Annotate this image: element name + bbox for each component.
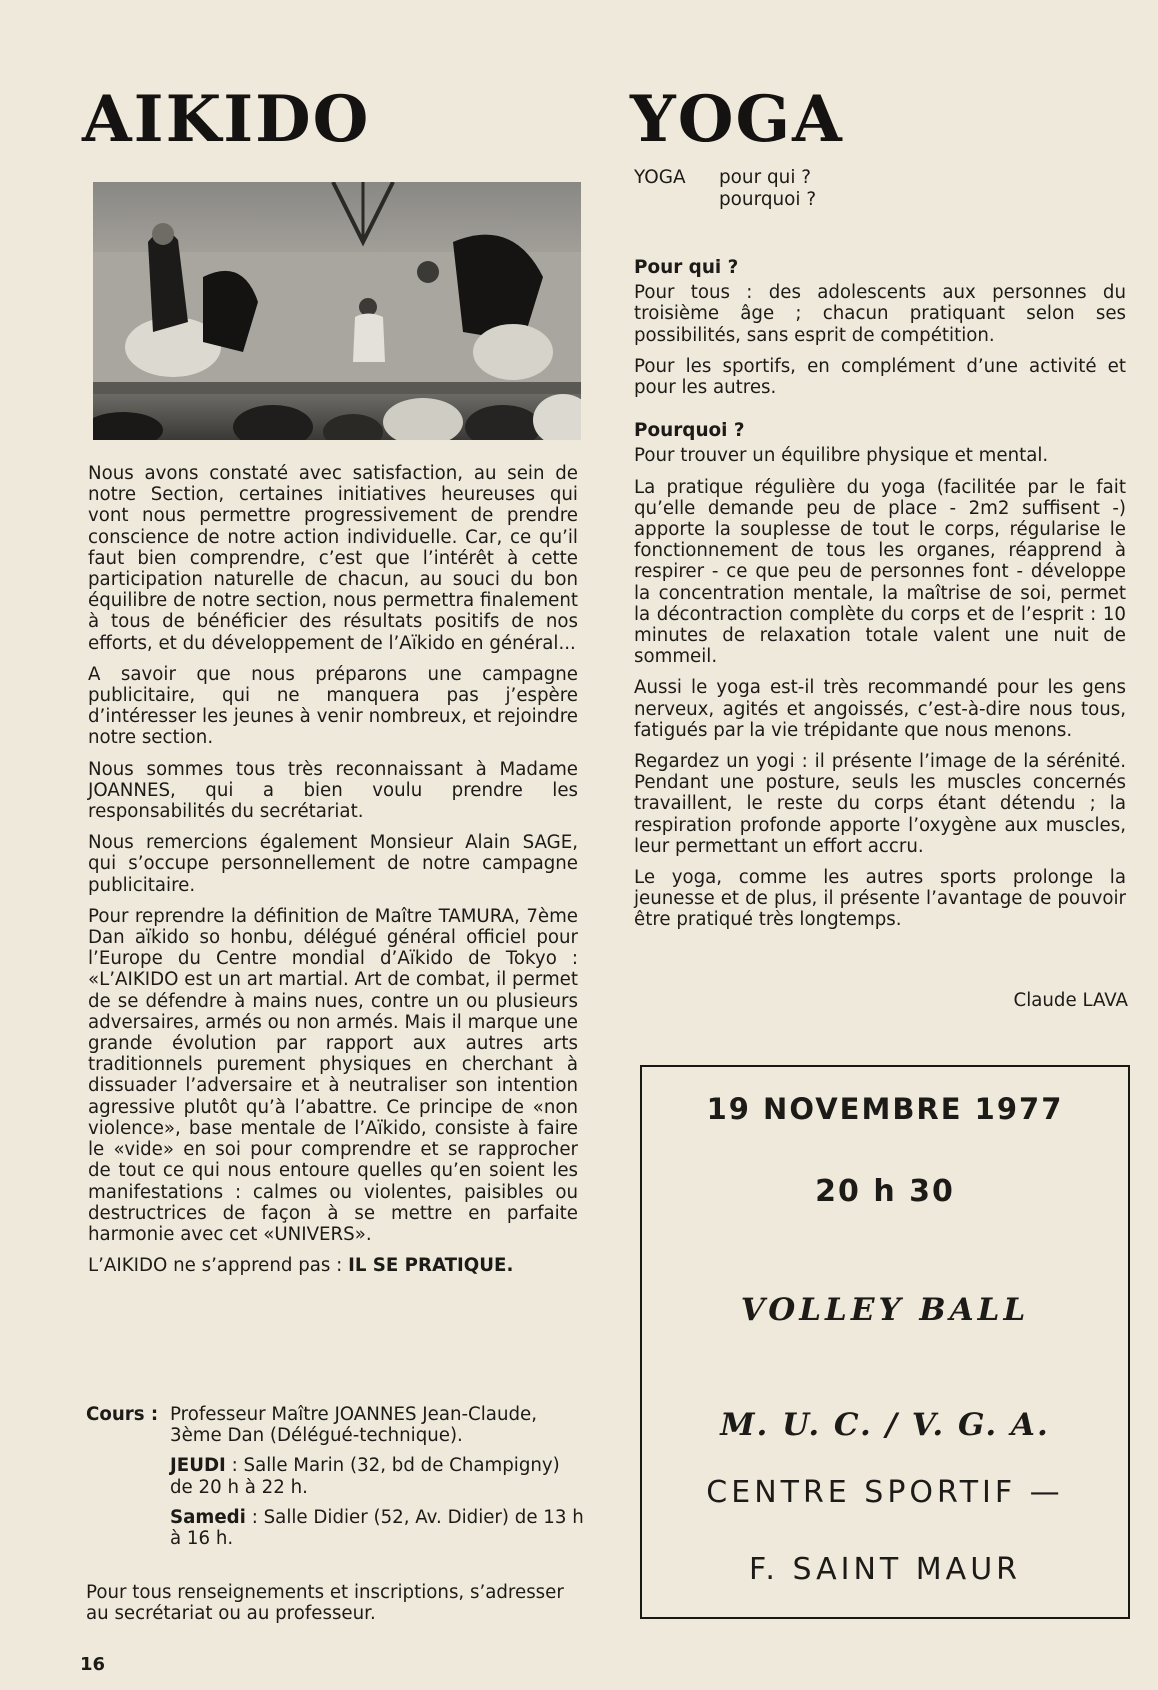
pour-qui-heading: Pour qui ? bbox=[634, 257, 739, 278]
yoga-signature: Claude LAVA bbox=[1013, 990, 1128, 1011]
yoga-article bbox=[634, 257, 1126, 941]
yoga-sub-label: YOGA bbox=[634, 167, 686, 188]
page-number: 16 bbox=[80, 1654, 106, 1675]
aikido-closing-prefix: L’AIKIDO ne s’apprend pas : bbox=[88, 1255, 343, 1277]
jeudi-label: JEUDI bbox=[170, 1455, 226, 1477]
aikido-closing-bold: IL SE PRATIQUE. bbox=[348, 1255, 514, 1277]
event-poster bbox=[640, 1065, 1130, 1619]
poster-date: 19 NOVEMBRE 1977 bbox=[706, 1092, 1064, 1126]
cours-samedi bbox=[170, 1507, 586, 1549]
aikido-info: Pour tous renseignements et inscriptions, s’adresser au secrétariat ou au professeur. bbox=[86, 1582, 564, 1625]
aikido-paragraph: Nous sommes tous très reconnaissant à Madame JOANNES, qui a bien voulu prendre les responsabilités du secrétariat. bbox=[88, 758, 578, 823]
aikido-photo bbox=[93, 182, 581, 440]
yoga-paragraph: Pour les sportifs, en complément d’une activité et pour les autres. bbox=[634, 355, 1126, 399]
jeudi-text: : Salle Marin (32, bd de Champigny) de 20 h à 22 h. bbox=[170, 1455, 560, 1498]
aikido-paragraph: Nous avons constaté avec satisfaction, au sein de notre Section, certaines initiatives heureuses qui vont nous permettre progressivement de prendre conscience de notre action individuelle. Car, ce qu’il faut bien comprendre, c’est que l’intérêt à cette participation naturelle de chacun, au souci du bon équilibre de notre section, nous permettra finalement à tous de bénéficier des résultats positifs de nos efforts, et du développement de l’Aïkido en général... bbox=[88, 463, 578, 654]
yoga-sub-q1: pour qui ? bbox=[719, 167, 812, 188]
aikido-closing bbox=[88, 1255, 578, 1276]
yoga-paragraph: Pour trouver un équilibre physique et mental. bbox=[634, 445, 1049, 467]
yoga-paragraph: Le yoga, comme les autres sports prolonge la jeunesse et de plus, il présente l’avantage de pouvoir être pratiqué très longtemps. bbox=[634, 867, 1126, 931]
cours-jeudi bbox=[170, 1455, 586, 1497]
samedi-text: : Salle Didier (52, Av. Didier) de 13 h à 16 h. bbox=[170, 1506, 584, 1550]
yoga-subtitle bbox=[634, 167, 816, 211]
poster-teams: M. U. C. / V. G. A. bbox=[720, 1407, 1050, 1443]
poster-town: F. SAINT MAUR bbox=[749, 1552, 1021, 1587]
poster-time: 20 h 30 bbox=[815, 1174, 955, 1209]
yoga-paragraph: Pour tous : des adolescents aux personnes du troisième âge ; chacun pratiquant selon ses possibilités, sans esprit de compétition. bbox=[634, 282, 1126, 346]
poster-venue: CENTRE SPORTIF — bbox=[706, 1475, 1064, 1510]
yoga-paragraph: Aussi le yoga est-il très recommandé pour les gens nerveux, agités et angoissés, c’est-à-dire nous tous, fatigués par la vie trépidante que nous menons. bbox=[634, 677, 1126, 741]
aikido-paragraph: A savoir que nous préparons une campagne publicitaire, qui ne manquera pas j’espère d’intéresser les jeunes à venir nombreux, et rejoindre notre section. bbox=[88, 663, 578, 749]
yoga-sub-q2: pourquoi ? bbox=[719, 189, 817, 210]
aikido-article bbox=[88, 463, 578, 1286]
pourquoi-heading: Pourquoi ? bbox=[634, 420, 745, 442]
cours-professeur: Professeur Maître JOANNES Jean-Claude, 3ème Dan (Délégué-technique). bbox=[170, 1404, 537, 1447]
yoga-heading: YOGA bbox=[630, 82, 844, 157]
aikido-heading: AIKIDO bbox=[82, 82, 371, 157]
aikido-paragraph: Pour reprendre la définition de Maître TAMURA, 7ème Dan aïkido so honbu, délégué général officiel pour l’Europe du Centre mondial d’Aïkido de Tokyo : «L’AIKIDO est un art martial. Art de combat, il permet de se défendre à mains nues, contre un ou plusieurs adversaires, armés ou non armés. Mais il marque une grande évolution par rapport aux autres arts traditionnels purement physiques en cherchant à dissuader l’adversaire et à neutraliser son intention agressive plutôt qu’à l’abattre. Ce principe de «non violence», base mentale de l’Aïkido, consiste à faire le «vide» en soi pour comprendre et se rapprocher de tout ce qui nous entoure quelles qu’en soient les manifestations : calmes ou violentes, paisibles ou destructrices de façon à se mettre en parfaite harmonie avec cet «UNIVERS». bbox=[88, 905, 578, 1245]
aikido-photo-illustration bbox=[93, 182, 581, 440]
aikido-cours bbox=[86, 1404, 586, 1558]
aikido-paragraph: Nous remercions également Monsieur Alain SAGE, qui s’occupe personnellement de notre campagne publicitaire. bbox=[88, 832, 578, 896]
samedi-label: Samedi bbox=[170, 1506, 246, 1528]
cours-label: Cours : bbox=[86, 1404, 159, 1425]
yoga-paragraph: La pratique régulière du yoga (facilitée par le fait qu’elle demande peu de place - 2m2 suffisent -) apporte la souplesse de tout le corps, régularise le fonctionnement de tous les organes, réapprend à respirer - ce que peu de personnes font - développe la concentration mentale, la maîtrise de soi, permet la décontraction complète du corps et de l’esprit : 10 minutes de relaxation totale valent une nuit de sommeil. bbox=[634, 476, 1126, 668]
poster-sport: VOLLEY BALL bbox=[740, 1292, 1030, 1328]
yoga-paragraph: Regardez un yogi : il présente l’image de la sérénité. Pendant une posture, seuls les muscles concernés travaillent, le reste du corps étant détendu ; la respiration profonde apporte l’oxygène aux muscles, leur permettant un effort accru. bbox=[634, 751, 1126, 857]
